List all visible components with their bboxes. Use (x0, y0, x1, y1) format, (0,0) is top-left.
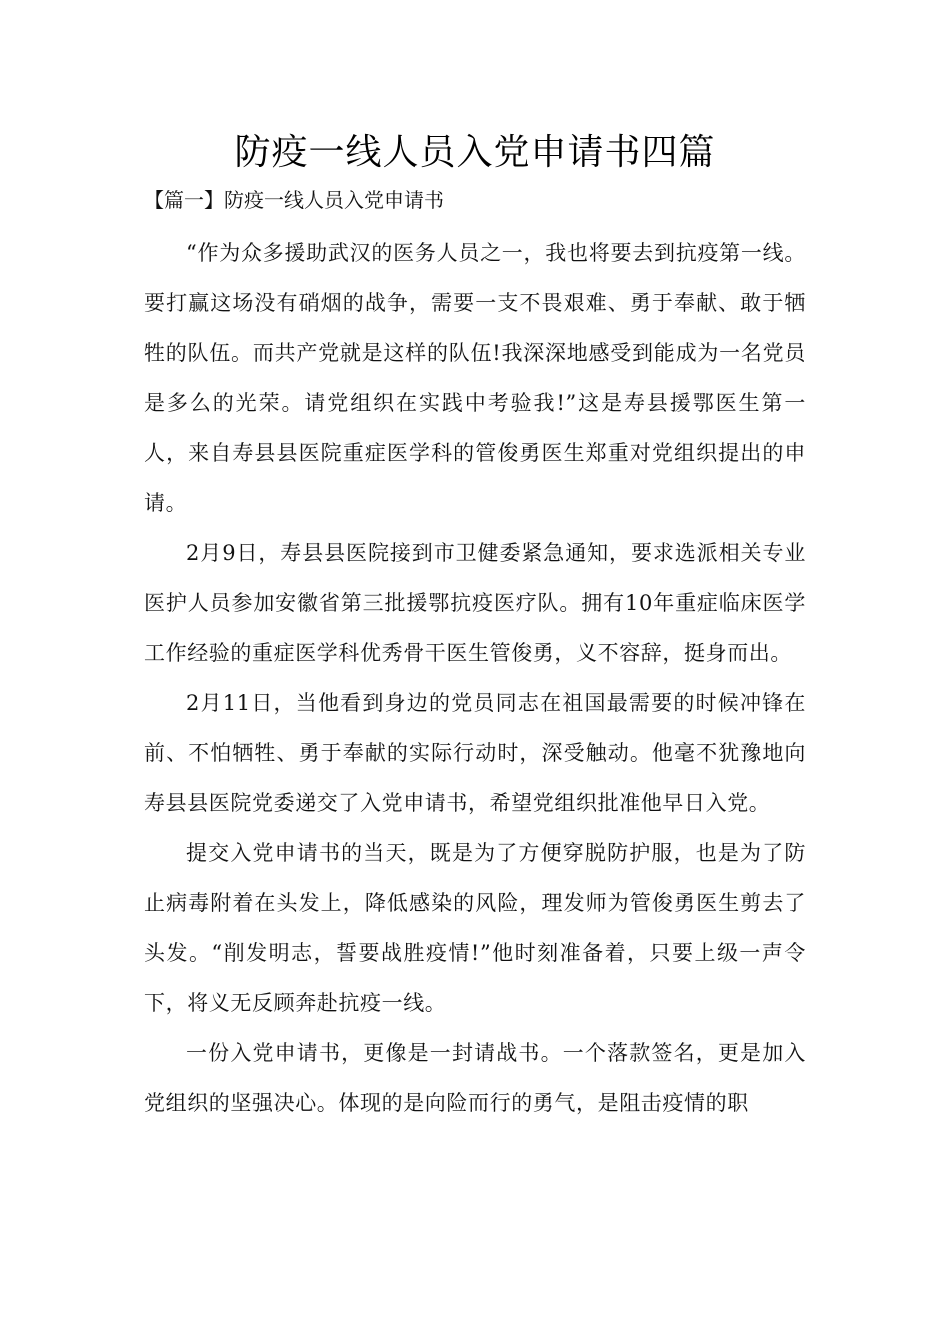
document-title: 防疫一线人员入党申请书四篇 (234, 132, 716, 173)
paragraph: 提交入党申请书的当天，既是为了方便穿脱防护服，也是为了防止病毒附着在头发上，降低感染的风险，理发师为管俊勇医生剪去了头发。“削发明志，誓要战胜疫情!”他时刻准备着，只要上级一声令下，将义无反顾奔赴抗疫一线。 (144, 841, 806, 1015)
paragraph: 2月11日，当他看到身边的党员同志在祖国最需要的时候冲锋在前、不怕牺牲、勇于奉献的实际行动时，深受触动。他毫不犹豫地向寿县县医院党委递交了入党申请书，希望党组织批准他早日入党。 (144, 691, 806, 815)
section-heading: 【篇一】防疫一线人员入党申请书 (144, 188, 444, 212)
paragraph: 一份入党申请书，更像是一封请战书。一个落款签名，更是加入党组织的坚强决心。体现的是向险而行的勇气，是阻击疫情的职 (144, 1041, 806, 1115)
paragraph: 2月9日，寿县县医院接到市卫健委紧急通知，要求选派相关专业医护人员参加安徽省第三批援鄂抗疫医疗队。拥有10年重症临床医学工作经验的重症医学科优秀骨干医生管俊勇，义不容辞，挺身而出。 (144, 541, 806, 665)
document-body (144, 228, 806, 1128)
paragraph: “作为众多援助武汉的医务人员之一，我也将要去到抗疫第一线。要打赢这场没有硝烟的战争，需要一支不畏艰难、勇于奉献、敢于牺牲的队伍。而共产党就是这样的队伍!我深深地感受到能成为一名党员是多么的光荣。请党组织在实践中考验我!”这是寿县援鄂医生第一人，来自寿县县医院重症医学科的管俊勇医生郑重对党组织提出的申请。 (144, 241, 806, 515)
